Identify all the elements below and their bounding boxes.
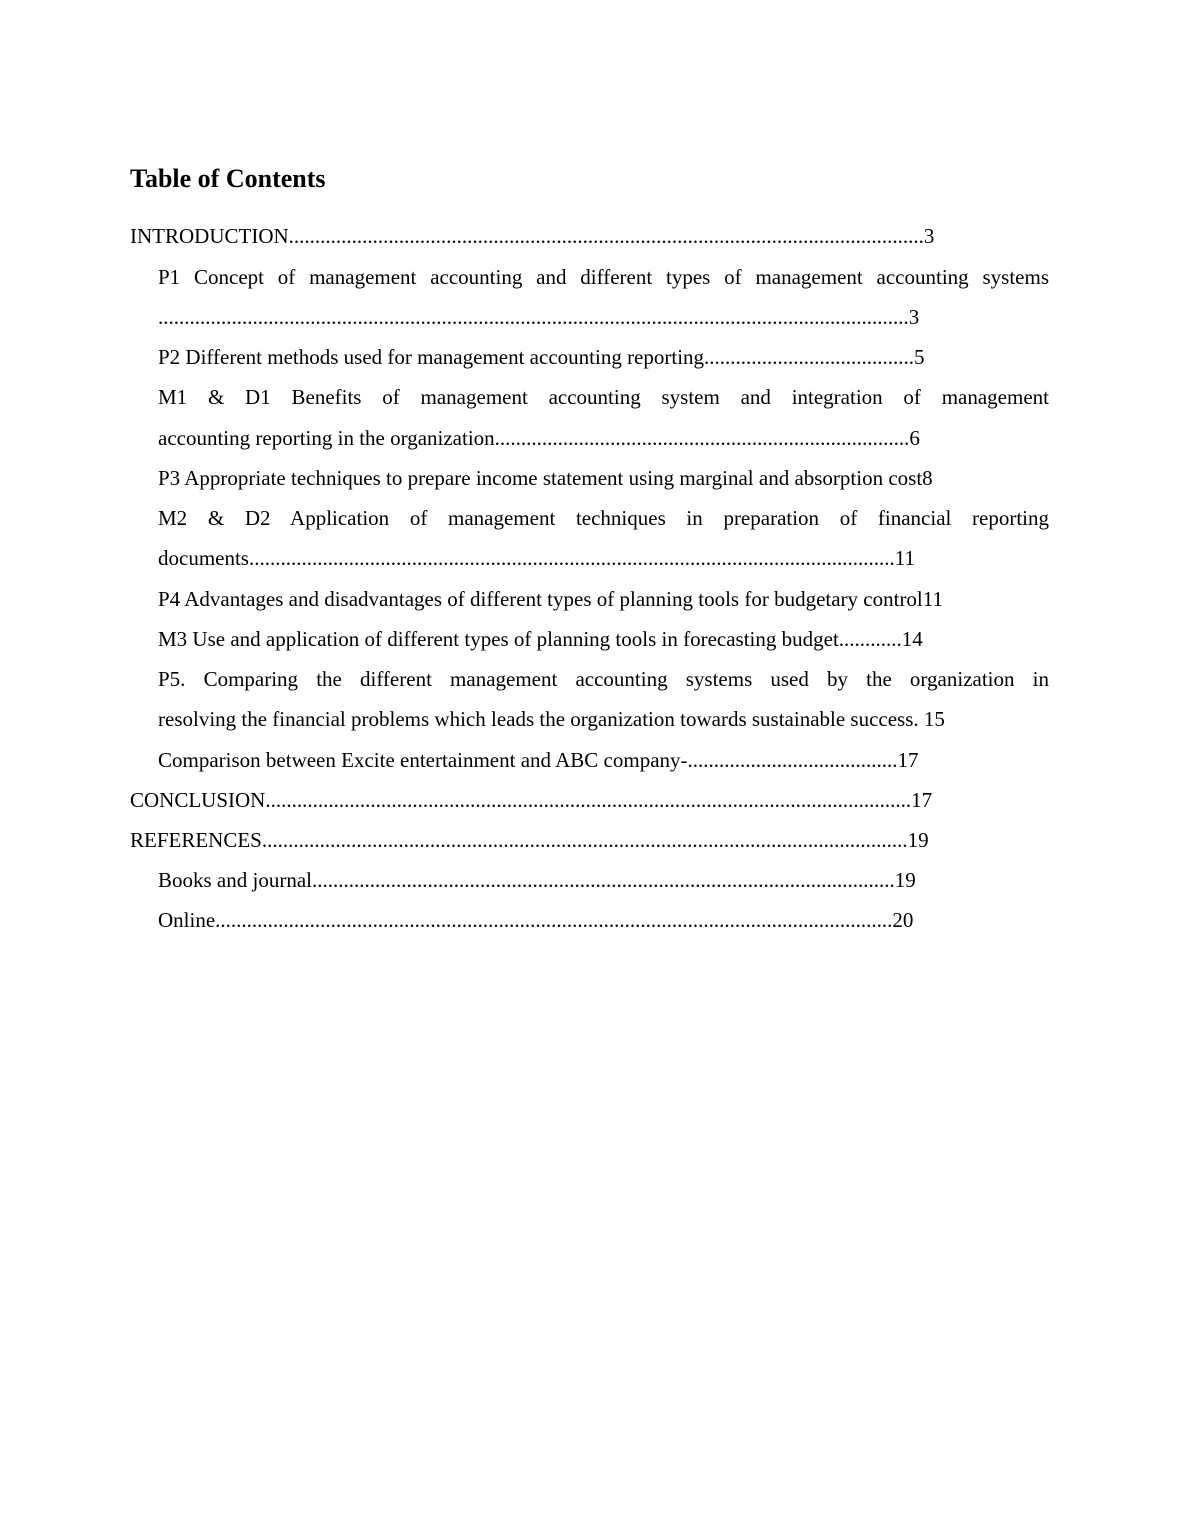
- toc-entry-m3[interactable]: M3 Use and application of different types of planning tools in forecasting budget............14: [158, 627, 923, 651]
- toc-entry-p1-line2[interactable]: ...............................................................................................................................................3: [158, 305, 920, 329]
- toc-entry-references[interactable]: REFERENCES...........................................................................................................................19: [130, 828, 929, 852]
- toc-entry-p4[interactable]: P4 Advantages and disadvantages of different types of planning tools for budgetary control11: [158, 587, 943, 611]
- toc-entry-p5-line1[interactable]: P5. Comparing the different management accounting systems used by the organization in: [158, 667, 1049, 691]
- toc-entry-introduction[interactable]: INTRODUCTION.........................................................................................................................3: [130, 224, 935, 248]
- toc-entry-comparison[interactable]: Comparison between Excite entertainment and ABC company-........................................17: [158, 748, 919, 772]
- toc-entry-p1-line1[interactable]: P1 Concept of management accounting and different types of management accounting systems: [158, 265, 1049, 289]
- toc-entry-m1d1-line2[interactable]: accounting reporting in the organization...............................................................................6: [158, 426, 920, 450]
- toc-entry-online[interactable]: Online.................................................................................................................................20: [158, 908, 914, 932]
- toc-entry-p3[interactable]: P3 Appropriate techniques to prepare income statement using marginal and absorption cost8: [158, 466, 933, 490]
- toc-entry-m2d2-line1[interactable]: M2 & D2 Application of management techniques in preparation of financial reporting: [158, 506, 1049, 530]
- toc-entry-m2d2-line2[interactable]: documents...........................................................................................................................11: [158, 546, 915, 570]
- toc-entry-books[interactable]: Books and journal...............................................................................................................19: [158, 868, 916, 892]
- toc-entry-m1d1-line1[interactable]: M1 & D1 Benefits of management accounting system and integration of management: [158, 385, 1049, 409]
- toc-entry-p2[interactable]: P2 Different methods used for management accounting reporting........................................5: [158, 345, 925, 369]
- toc-entry-conclusion[interactable]: CONCLUSION...........................................................................................................................17: [130, 788, 933, 812]
- toc-title: Table of Contents: [130, 164, 326, 193]
- toc-entry-p5-line2[interactable]: resolving the financial problems which leads the organization towards sustainable success. 15: [158, 707, 945, 731]
